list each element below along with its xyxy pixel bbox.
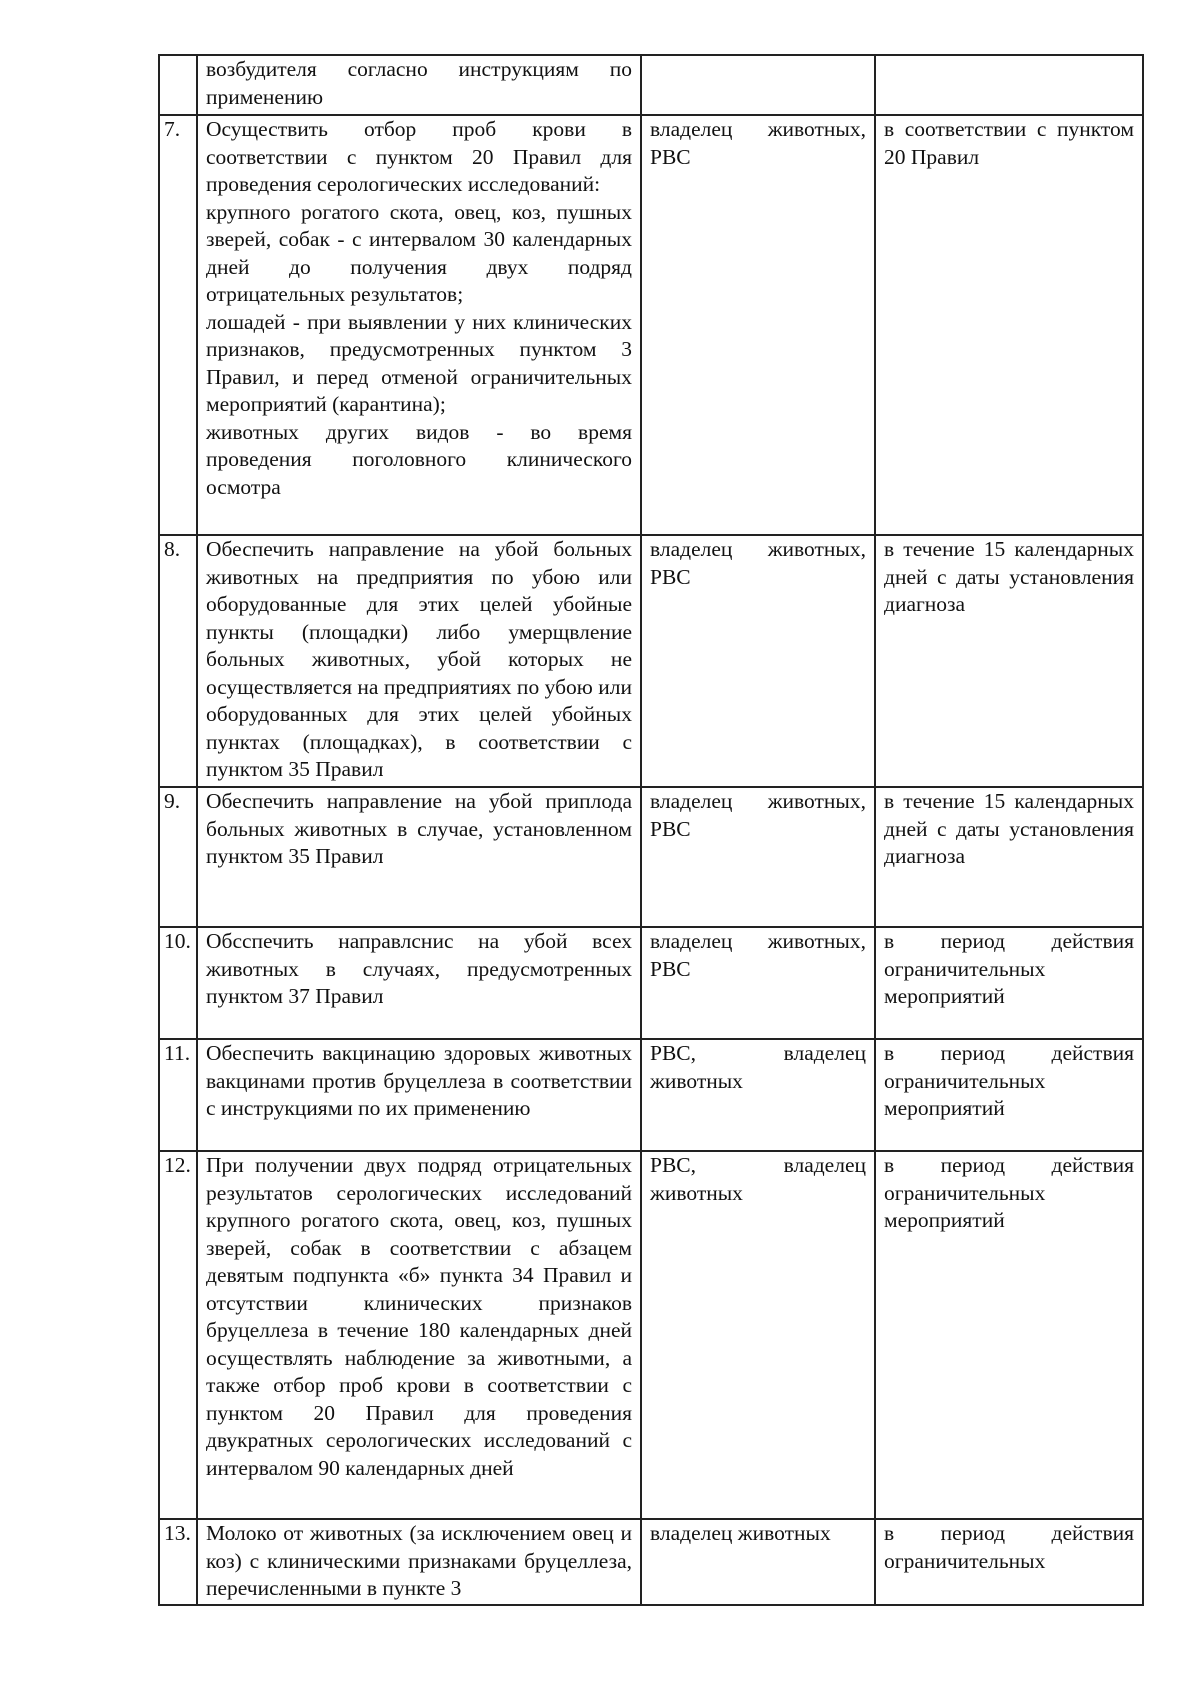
responsible-cell bbox=[641, 55, 875, 115]
row-number: 12. bbox=[159, 1151, 197, 1519]
term-cell: в соответствии с пунктом 20 Правил bbox=[875, 115, 1143, 535]
responsible-cell: владелец животных, РВС bbox=[641, 787, 875, 927]
term-cell: в период действия ограничительных мероприятий bbox=[875, 927, 1143, 1039]
action-cell: возбудителя согласно инструкциям по применению bbox=[197, 55, 641, 115]
table-row bbox=[159, 1039, 1143, 1151]
term-cell: в течение 15 календарных дней с даты установления диагноза bbox=[875, 535, 1143, 787]
term-cell: в период действия ограничительных bbox=[875, 1519, 1143, 1605]
term-cell: в течение 15 календарных дней с даты установления диагноза bbox=[875, 787, 1143, 927]
term-cell: в период действия ограничительных мероприятий bbox=[875, 1151, 1143, 1519]
table-row bbox=[159, 927, 1143, 1039]
responsible-cell: владелец животных, РВС bbox=[641, 927, 875, 1039]
responsible-cell: владелец животных, РВС bbox=[641, 115, 875, 535]
responsible-cell: владелец животных bbox=[641, 1519, 875, 1605]
row-number: 10. bbox=[159, 927, 197, 1039]
responsible-cell: РВС, владелец животных bbox=[641, 1151, 875, 1519]
row-number: 13. bbox=[159, 1519, 197, 1605]
table-row bbox=[159, 535, 1143, 787]
table-row bbox=[159, 55, 1143, 115]
responsible-cell: РВС, владелец животных bbox=[641, 1039, 875, 1151]
table-row bbox=[159, 115, 1143, 535]
term-cell: в период действия ограничительных мероприятий bbox=[875, 1039, 1143, 1151]
action-paragraph: крупного рогатого скота, овец, коз, пушных зверей, собак - с интервалом 30 календарных дней до получения двух подряд отрицательных результатов; bbox=[206, 199, 632, 306]
action-cell: Молоко от животных (за исключением овец и коз) с клиническими признаками бруцеллеза, перечисленными в пункте 3 bbox=[197, 1519, 641, 1605]
row-number bbox=[159, 55, 197, 115]
action-cell: Обеспечить направление на убой приплода больных животных в случае, установленном пунктом 35 Правил bbox=[197, 787, 641, 927]
table-row bbox=[159, 787, 1143, 927]
row-number: 7. bbox=[159, 115, 197, 535]
term-cell bbox=[875, 55, 1143, 115]
measures-table bbox=[158, 54, 1144, 1606]
action-paragraph: животных других видов - во время проведения поголовного клинического осмотра bbox=[206, 419, 632, 499]
row-number: 8. bbox=[159, 535, 197, 787]
action-cell: Обсспечить направлснис на убой всех животных в случаях, предусмотренных пунктом 37 Правил bbox=[197, 927, 641, 1039]
action-paragraph: лошадей - при выявлении у них клинических признаков, предусмотренных пунктом 3 Правил, и перед отменой ограничительных мероприятий (карантина); bbox=[206, 309, 632, 416]
action-cell: При получении двух подряд отрицательных результатов серологических исследований крупного рогатого скота, овец, коз, пушных зверей, собак в соответствии с абзацем девятым подпункта «б» пункта 34 Правил и отсутствии клинических признаков бруцеллеза в течение 180 календарных дней осуществлять наблюдение за животными, а также отбор проб крови в соответствии с пунктом 20 Правил для проведения двукратных серологических исследований с интервалом 90 календарных дней bbox=[197, 1151, 641, 1519]
row-number: 11. bbox=[159, 1039, 197, 1151]
table-row bbox=[159, 1151, 1143, 1519]
action-cell bbox=[197, 115, 641, 535]
action-paragraph: Осуществить отбор проб крови в соответствии с пунктом 20 Правил для проведения серологических исследований: bbox=[206, 117, 632, 196]
row-number: 9. bbox=[159, 787, 197, 927]
responsible-cell: владелец животных, РВС bbox=[641, 535, 875, 787]
action-cell: Обеспечить вакцинацию здоровых животных вакцинами против бруцеллеза в соответствии с инструкциями по их применению bbox=[197, 1039, 641, 1151]
action-cell: Обеспечить направление на убой больных животных на предприятия по убою или оборудованные для этих целей убойные пункты (площадки) либо умерщвление больных животных, убой которых не осуществляется на предприятиях по убою или оборудованных для этих целей убойных пунктах (площадках), в соответствии с пунктом 35 Правил bbox=[197, 535, 641, 787]
table-row bbox=[159, 1519, 1143, 1605]
